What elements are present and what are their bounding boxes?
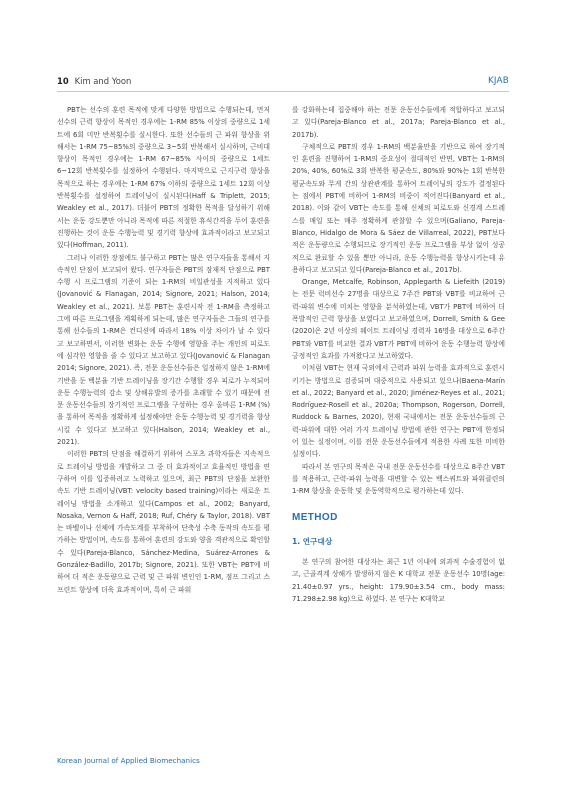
paragraph: 이처럼 VBT는 현재 국외에서 근력과 파워 능력을 효과적으로 훈련시키기는 방법으로 검증되며 대중적으로 사용되고 있으나(Baena-Marín et al., 2022; Banyard et al., 2020; Jiménez-Reyes et al., 2021; Rodríguez-Rosell et al., 2020a; Thompson, Rogerson, Dorrell, Ruddock & Barnes, 2020), 현재 국내에서는 전문 운동선수들의 근력-파워에 대한 여러 가지 트레이닝 방법에 관한 연구는 PBT에 한정되어 있는 실정이며, 이를 전문 운동선수들에게 적용한 사례 또한 미비한 실정이다. [292, 364, 505, 459]
section-heading-method: METHOD [292, 511, 338, 523]
paragraph: 따라서 본 연구의 목적은 국내 전문 운동선수를 대상으로 8주간 VBT를 적용하고, 근력-파워 능력을 대변할 수 있는 백스쿼트와 파워클린의 1-RM 향상을 운동학 및 운동역학적으로 평가하는데 있다. [292, 462, 505, 496]
running-header [57, 74, 509, 88]
paragraph: 를 강화하는데 집중해야 하는 전문 운동선수들에게 적합하다고 보고되고 있다(Pareja-Blanco et al., 2017a; Pareja-Blanco et al., 2017b). [292, 106, 505, 139]
subsection-heading-subjects: 1. 연구대상 [292, 536, 333, 546]
journal-abbreviation: KJAB [487, 76, 509, 86]
page-number: 10 [57, 76, 69, 86]
paragraph: Orange, Metcalfe, Robinson, Applegarth & Liefeith (2019)는 전문 럭비선수 27명을 대상으로 7주간 PBT와 VBT를 비교하여 근력-파워 변수에 미치는 영향을 분석하였는데, VBT가 PBT에 비하여 더 폭발적인 근력 향상을 보였다고 보고하였으며, Dorrell, Smith & Gee (2020)은 2년 이상의 웨이트 트레이닝 경력자 16명을 대상으로 6주간 PBT와 VBT를 비교한 결과 VBT가 PBT에 비하여 운동 수행능력 향상에 긍정적인 효과를 가져왔다고 보고하였다. [292, 278, 505, 360]
left-column [57, 104, 270, 596]
right-column [292, 104, 505, 605]
paragraph: 본 연구의 참여한 대상자는 최근 1년 이내에 외과적 수술경험이 없고, 근골격계 상해가 발생하지 않은 K 대학교 전문 운동선수 10명(age: 21.40±0.97 yrs., height: 179.90±3.54 cm., body mass: 71.298±2.98 kg)으로 하였다. 본 연구는 K대학교 [292, 558, 505, 603]
paragraph: 그러나 이러한 장점에도 불구하고 PBT는 많은 연구자들을 통해서 지속적인 단점이 보고되어 왔다. 연구자들은 PBT의 잠재적 단점으로 PBT 수행 시 프로그램의 기준이 되는 1-RM의 비일관성을 지적하고 있다(Jovanović & Flanagan, 2014; Signore, 2021; Halson, 2014; Weakley et al., 2021). 보통 PBT는 훈련시작 전 1-RM을 측정하고 그에 따른 프로그램을 계획하게 되는데, 많은 연구자들은 그들의 연구를 통해 선수들의 1-RM은 컨디션에 따라서 18% 이상 차이가 날 수 있다고 보고하면서, 이러한 변화는 운동 수행에 영향을 주는 개인의 피로도에 심각한 영향을 줄 수 있다고 보고하고 있다(Jovanović & Flanagan 2014; Signore, 2021). 즉, 전문 운동선수들은 일정하지 않은 1-RM에 기반을 둔 백분율 기반 트레이닝을 장기간 수행할 경우 피로가 누적되어 운동 수행능력의 감소 및 상해유발의 증가를 초래할 수 있기 때문에 전문 운동선수들의 장기적인 프로그램을 구성하는 경우 올바른 1-RM (%)을 통하여 목적을 정확하게 설정해야만 운동 수행능력 및 경기력을 향상시킬 수 있다고 보고하고 있다(Halson, 2014; Weakley et al., 2021). [57, 253, 270, 447]
paragraph: 구체적으로 PBT의 경우 1-RM의 백분율만을 기반으로 하여 장기적인 훈련을 진행하여 1-RM의 중요성이 절대적인 반면, VBT는 1-RM의 20%, 40%, 60%로 3회 반복한 평균속도, 80%와 90%는 1회 반복한 평균속도와 무게 간의 상관관계를 통하여 트레이닝의 강도가 결정된다는 점에서 PBT에 비하여 1-RM의 비중이 적어진다(Banyard et al., 2018). 이와 같이 VBT는 속도를 통해 신체의 피로도와 신경계 스트레스를 매일 또는 매주 정확하게 관찰할 수 있으며(Galiano, Pareja-Blanco, Hidalgo de Mora & Sáez de Villarreal, 2022), PBT보다 적은 운동량으로 수행되므로 장기적인 운동 프로그램을 부상 없이 성공적으로 완료할 수 있을 뿐만 아니라, 운동 수행능력을 향상시키는데 유용하다고 보고되고 있다(Pareja-Blanco et al., 2017b). [292, 142, 505, 274]
running-authors: Kim and Yoon [74, 76, 132, 86]
paragraph: PBT는 선수의 훈련 목적에 맞게 다양한 방법으로 수행되는데, 먼저 선수의 근력 향상이 목적인 경우에는 1-RM 85% 이상의 중량으로 1세트에 6회 미만 반복횟수를 실시한다. 또한 선수들의 근 파워 향상을 위해서는 1-RM 75~85%의 중량으로 3~5회 반복해서 실시하며, 근비대 향상이 목적인 경우에는 1-RM 67~85% 사이의 중량으로 1세트 6~12회 반복횟수를 설정하여 수행된다. 마지막으로 근지구력 향상을 목적으로 하는 경우에는 1-RM 67% 이하의 중량으로 1세트 12회 이상 반복횟수를 설정하여 트레이닝이 실시된다(Haff & Triplett, 2015; Weakley et al., 2017). 더불어 PBT의 정확한 목적을 달성하기 위해서는 운동 강도뿐만 아니라 목적에 따른 적절한 휴식간격을 두어 훈련을 진행하는 것이 운동 수행능력 및 경기력 향상에 효과적이라고 보고되고 있다(Hoffman, 2011). [57, 106, 270, 250]
paragraph: 이러한 PBT의 단점을 해결하기 위하여 스포츠 과학자들은 지속적으로 트레이닝 방법을 개발하고 그 중 더 효과적이고 효율적인 방법을 연구하여 이를 입증하려고 노력하고 있으며, 최근 PBT의 단점을 보완한 속도 기반 트레이닝(VBT: velocity based training)이라는 새로운 트레이닝 방법을 소개하고 있다(Campos et al., 2002; Banyard, Nosaka, Vernon & Haff, 2018; Ruf, Chéry & Taylor, 2018). VBT는 바벨이나 신체에 가속도계를 부착하여 단축성 수축 동작의 속도를 평가하는 방법이며, 속도를 통하여 훈련의 강도와 양을 객관적으로 확인할 수 있다(Pareja-Blanco, Sánchez-Medina, Suárez-Arrones & González-Badillo, 2017b; Signore, 2021). 또한 VBT는 PBT에 비하여 더 적은 운동량으로 근력 및 근 파워 변인인 1-RM, 점프 그리고 스프린트 향상에 더욱 효과적이며, 특히 근 파워 [57, 450, 270, 594]
journal-footer: Korean Journal of Applied Biomechanics [57, 756, 200, 765]
header-divider [57, 91, 509, 92]
header-left [57, 76, 131, 86]
